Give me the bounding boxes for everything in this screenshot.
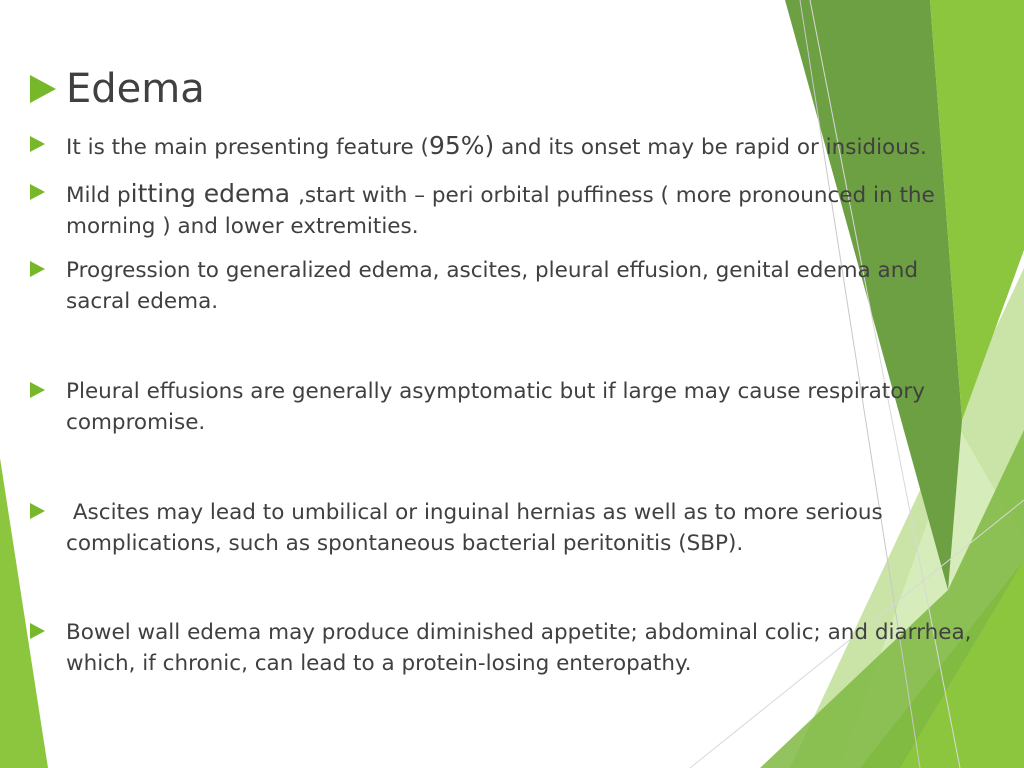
bullet-1 (30, 130, 990, 163)
bullet-text: It is the main presenting feature (95%) and its onset may be rapid or insidious. (66, 131, 927, 160)
bullet-text: Ascites may lead to umbilical or inguinal hernias as well as to more serious complications, such as spontaneous bacterial peritonitis (SBP). (66, 500, 890, 556)
bullet-arrow-icon (30, 261, 45, 277)
bullet-text: Progression to generalized edema, ascites, pleural effusion, genital edema and sacral edema. (66, 258, 919, 314)
bullet-text: Mild pitting edema ,start with – peri orbital puffiness ( more pronounced in the morning ) and lower extremities. (66, 179, 935, 239)
bullet-4 (30, 376, 990, 438)
title-row (30, 64, 205, 114)
bullet-3 (30, 255, 990, 317)
bullet-text: Pleural effusions are generally asymptomatic but if large may cause respiratory compromise. (66, 379, 925, 435)
bullet-text: Bowel wall edema may produce diminished appetite; abdominal colic; and diarrhea, which, if chronic, can lead to a protein-losing enteropathy. (66, 620, 972, 676)
slide-title: Edema (66, 66, 205, 112)
title-arrow-icon (30, 75, 56, 103)
bullet-arrow-icon (30, 503, 45, 519)
bullet-6 (30, 617, 990, 679)
bullet-arrow-icon (30, 623, 45, 639)
bullet-arrow-icon (30, 136, 45, 152)
bullet-arrow-icon (30, 184, 45, 200)
bullet-arrow-icon (30, 382, 45, 398)
bullet-2 (30, 178, 990, 242)
bullet-5 (30, 497, 990, 559)
